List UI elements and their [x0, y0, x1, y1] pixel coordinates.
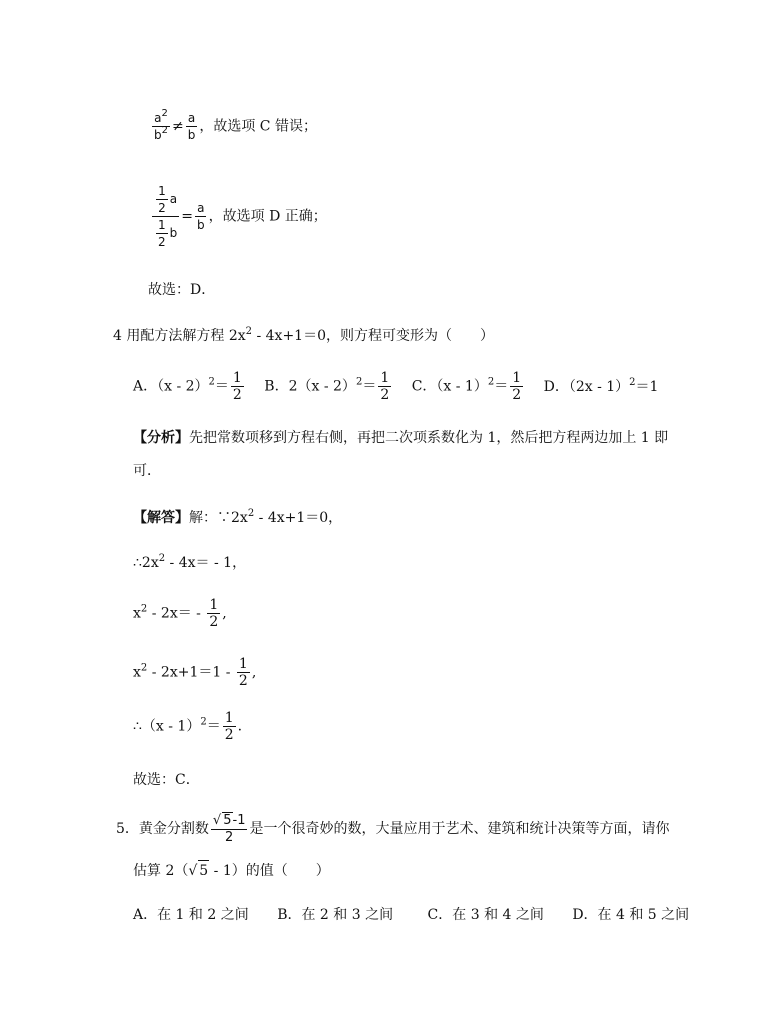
- analysis-tag: 【分析】: [133, 430, 189, 446]
- q4-step3: $x^2 - 2x+1=1$ - $\frac{1}{2}$ ,: [133, 656, 257, 689]
- q4-analysis: 【分析】先把常数项移到方程右侧，再把二次项系数化为 1，然后把方程两边加上 1 即: [133, 430, 669, 446]
- q4-option-c[interactable]: C．（x - 1）$^2$＝ $\frac{1}{2}$: [411, 370, 522, 403]
- q5-option-a[interactable]: A．在 1 和 2 之间: [133, 907, 249, 923]
- q4-number: 4: [113, 328, 122, 344]
- q5-option-d[interactable]: D．在 4 和 5 之间: [572, 907, 690, 923]
- q4-step2: $x^2 - 2x=$ - $\frac{1}{2}$ ,: [133, 597, 227, 630]
- solution-tag: 【解答】: [133, 510, 189, 526]
- option-d-conclusion: ，故选项 D 正确；: [208, 208, 327, 225]
- q5-options: [133, 905, 689, 925]
- q4-answer: 故选：C．: [133, 772, 200, 788]
- q5-stem-line2: 估算 2（√ 5 - 1）的值（ ）: [133, 860, 330, 881]
- q4-option-b[interactable]: B．2（x - 2）$^2$＝ $\frac{1}{2}$: [264, 370, 390, 403]
- fraction-a2-b2: $\frac{a^2}{b^2}$: [154, 108, 168, 142]
- option-d-analysis: $\frac{1}{2}$ a $\frac{1}{2}$ b = $\frac{a}{b}$ ，故选项 D 正确；: [150, 183, 327, 250]
- fraction-a-b: $\frac{a}{b}$: [187, 111, 196, 142]
- q4-solution: 【解答】解：$\because 2x^2 - 4x+1=0$，: [133, 508, 343, 526]
- q5-option-b[interactable]: B．在 2 和 3 之间: [277, 907, 394, 923]
- q4-option-a[interactable]: A．（x - 2）$^2$＝ $\frac{1}{2}$: [133, 370, 242, 403]
- prev-answer: 故选：D．: [148, 282, 216, 298]
- q4-option-d[interactable]: D．（2x - 1）$^2$＝1: [543, 376, 659, 395]
- golden-ratio-fraction: $\frac{√ 5-1}{2}$: [212, 813, 246, 845]
- q5-stem: 5．黄金分割数 $\frac{√ 5-1}{2}$ 是一个很奇妙的数，大量应用于艺术、建筑和统计决策等方面，请你: [116, 813, 670, 845]
- option-c-conclusion: ，故选项 C 错误；: [199, 118, 317, 135]
- q4-step1: $\therefore 2x^2 - 4x= - 1$，: [133, 553, 247, 571]
- q4-analysis-cont: 可．: [133, 463, 161, 479]
- compound-fraction: $\frac{1}{2}$ a $\frac{1}{2}$ b: [152, 183, 179, 250]
- option-c-analysis: $\frac{a^2}{b^2}$ ≠ $\frac{a}{b}$ ，故选项 C 错误；: [154, 108, 317, 142]
- q5-option-c[interactable]: C．在 3 和 4 之间: [427, 907, 544, 923]
- fraction-a-b: $\frac{a}{b}$: [197, 201, 205, 232]
- q5-number: 5．: [116, 821, 139, 837]
- q4-step4: ∴（x - 1）$^2$＝ $\frac{1}{2}$ .: [133, 710, 243, 743]
- q4-options: [133, 370, 658, 403]
- q4-stem: 4 用配方法解方程 $2x^2 - 4x+1=0$，则方程可变形为（ ）: [113, 326, 494, 344]
